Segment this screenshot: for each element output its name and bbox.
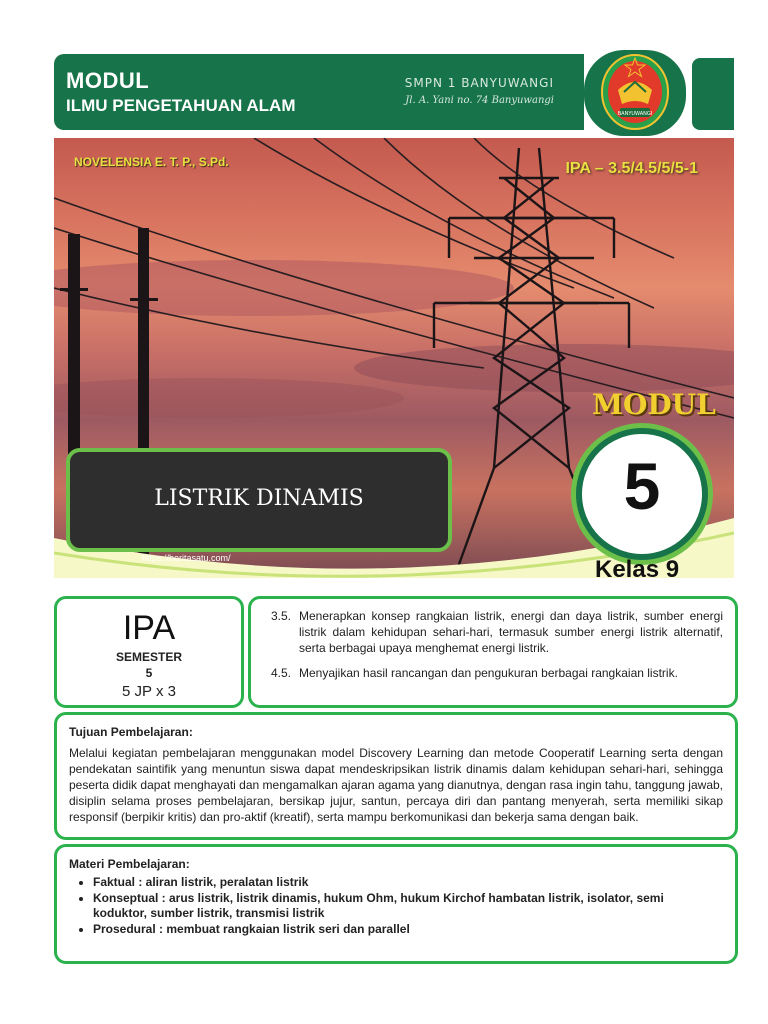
list-item: • Prosedural : membuat rangkaian listrik seri dan parallel xyxy=(93,922,721,937)
semester-label: SEMESTER xyxy=(115,650,182,664)
materials-heading: Materi Pembelajaran: xyxy=(69,857,190,871)
header-modul-label: MODUL xyxy=(66,68,150,93)
module-title-box xyxy=(66,448,452,552)
learning-materials-box xyxy=(54,844,738,964)
emblem-text: BANYUWANGI xyxy=(617,111,653,117)
modul-word: MODUL xyxy=(592,388,716,421)
school-name: SMPN 1 BANYUWANGI xyxy=(404,76,554,90)
grade-label: Kelas 9 xyxy=(595,556,680,578)
header-banner xyxy=(54,54,584,130)
competency-number: 3.5. xyxy=(271,609,292,623)
lesson-hours: 5 JP x 3 xyxy=(122,683,176,700)
header-tab xyxy=(692,58,734,130)
semester-value: 5 xyxy=(145,666,153,680)
school-address: Jl. A. Yani no. 74 Banyuwangi xyxy=(405,95,554,106)
objectives-text: Melalui kegiatan pembelajaran menggunakan model Discovery Learning dan metode Cooperatif Learning serta dengan pendekatan saintifik yang menuntun siswa dapat mendeskripsikan listrik dinamis dalam kehidupan sehari-hari, sehingga peserta didik dapat menghayati dan mengamalkan ajaran agama yang dianutnya, dengan rasa ingin tahu, tanggung jawab, disiplin selama proses pembelajaran, bersikap jujur, santun, percaya diri dan pantang menyerah, serta memiliki sikap responsif (berpikir kritis) dan pro-aktif (kreatif), serta mampu berkomunikasi dan bekerja sama dengan baik. xyxy=(69,746,723,824)
list-item: • Faktual : aliran listrik, peralatan listrik xyxy=(93,875,721,890)
list-item: • Konseptual : arus listrik, listrik dinamis, hukum Ohm, hukum Kirchof hambatan listrik, isolator, semi koduktor, sumber listrik, transmisi listrik xyxy=(93,891,721,921)
competency-text: Menyajikan hasil rancangan dan pengukuran berbagai rangkaian listrik. xyxy=(299,666,678,680)
objectives-heading: Tujuan Pembelajaran: xyxy=(69,725,193,739)
banyuwangi-emblem-icon xyxy=(598,52,672,132)
materials-list xyxy=(69,875,721,938)
subject-info-box xyxy=(54,596,244,708)
module-title: LISTRIK DINAMIS xyxy=(154,486,364,511)
module-code: IPA – 3.5/4.5/5/5-1 xyxy=(565,160,698,177)
module-number-badge xyxy=(576,428,708,560)
author-name: NOVELENSIA E. T. P., S.Pd. xyxy=(74,155,229,169)
cover-photo xyxy=(54,138,734,578)
photo-credit: https://beritasatu.com/ xyxy=(142,553,231,563)
competency-box xyxy=(248,596,738,708)
learning-objectives-box xyxy=(54,712,738,840)
header-subject: ILMU PENGETAHUAN ALAM xyxy=(66,96,296,115)
competency-item xyxy=(271,608,723,656)
module-number: 5 xyxy=(623,449,661,523)
subject-name: IPA xyxy=(122,609,176,647)
competency-item xyxy=(271,665,723,681)
competency-number: 4.5. xyxy=(271,666,292,680)
competency-text: Menerapkan konsep rangkaian listrik, energi dan daya listrik, sumber energi listrik dalam kehidupan sehari-hari, termasuk sumber energi listrik alternatif, serta berbagai upaya menghemat energi listrik. xyxy=(299,609,723,655)
